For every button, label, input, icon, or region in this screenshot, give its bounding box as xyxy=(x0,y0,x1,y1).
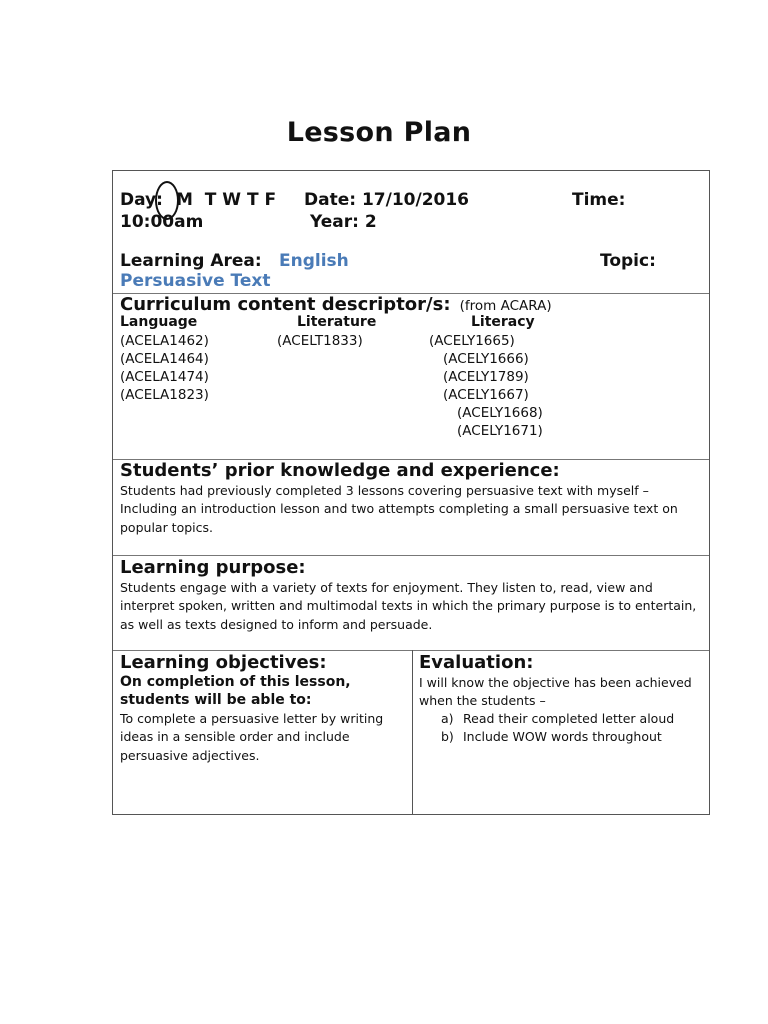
list-item-text: Read their completed letter aloud xyxy=(463,711,675,726)
prior-knowledge-text: Students had previously completed 3 lessons covering persuasive text with myself – Including an introduction lesson and two attempts completing a small persuasive text on popular topics. xyxy=(120,483,678,535)
page-title: Lesson Plan xyxy=(286,117,472,148)
topic-value: Persuasive Text xyxy=(120,271,271,291)
time-label: Time: xyxy=(572,190,626,210)
objectives-text: To complete a persuasive letter by writing ideas in a sensible order and include persuasive adjectives. xyxy=(120,711,384,763)
curriculum-heading: Curriculum content descriptor/s: xyxy=(120,294,451,315)
evaluation-heading: Evaluation: xyxy=(419,652,534,673)
list-marker: a) xyxy=(441,711,454,726)
list-item xyxy=(441,710,703,728)
descriptor-code: (ACELA1474) xyxy=(120,369,209,385)
column-header-language: Language xyxy=(120,314,198,330)
day-label: Day: xyxy=(120,190,163,210)
list-item-text: Include WOW words throughout xyxy=(463,729,662,745)
time-value: 10:00am xyxy=(120,212,204,232)
date-field: Date: 17/10/2016 xyxy=(304,190,470,210)
day-options: M T W T F xyxy=(176,190,277,210)
evaluation-list xyxy=(441,710,703,747)
descriptor-code: (ACELY1665) xyxy=(429,333,515,349)
learning-area-label: Learning Area: xyxy=(120,251,262,271)
learning-purpose-heading: Learning purpose: xyxy=(120,557,306,578)
objectives-heading: Learning objectives: xyxy=(120,652,327,673)
descriptor-code: (ACELY1671) xyxy=(457,423,543,439)
lesson-plan-table xyxy=(112,170,710,815)
objectives-subheading: On completion of this lesson, students will be able to: xyxy=(120,674,351,708)
column-divider xyxy=(412,650,413,814)
learning-area-value: English xyxy=(279,251,349,271)
descriptor-code: (ACELY1667) xyxy=(443,387,529,403)
curriculum-heading-line xyxy=(120,294,552,315)
column-header-literacy: Literacy xyxy=(471,314,535,330)
descriptor-code: (ACELY1668) xyxy=(457,405,543,421)
descriptor-code: (ACELA1462) xyxy=(120,333,209,349)
row-divider xyxy=(113,555,709,556)
topic-label: Topic: xyxy=(600,251,656,271)
row-divider xyxy=(113,650,709,651)
list-marker: b) xyxy=(441,729,454,745)
descriptor-code: (ACELY1789) xyxy=(443,369,529,385)
prior-knowledge-heading: Students’ prior knowledge and experience: xyxy=(120,460,560,481)
evaluation-intro: I will know the objective has been achieved when the students – xyxy=(419,675,692,709)
column-header-literature: Literature xyxy=(297,314,377,330)
curriculum-source: (from ACARA) xyxy=(459,298,552,314)
descriptor-code: (ACELT1833) xyxy=(277,333,363,349)
descriptor-code: (ACELA1464) xyxy=(120,351,209,367)
descriptor-code: (ACELA1823) xyxy=(120,387,209,403)
descriptor-code: (ACELY1666) xyxy=(443,351,529,367)
year-field: Year: 2 xyxy=(310,212,377,232)
list-item xyxy=(441,728,703,746)
learning-purpose-text: Students engage with a variety of texts for enjoyment. They listen to, read, view and interpret spoken, written and multimodal texts in which the primary purpose is to entertain, as well as texts designed to inform and persuade. xyxy=(120,580,697,632)
